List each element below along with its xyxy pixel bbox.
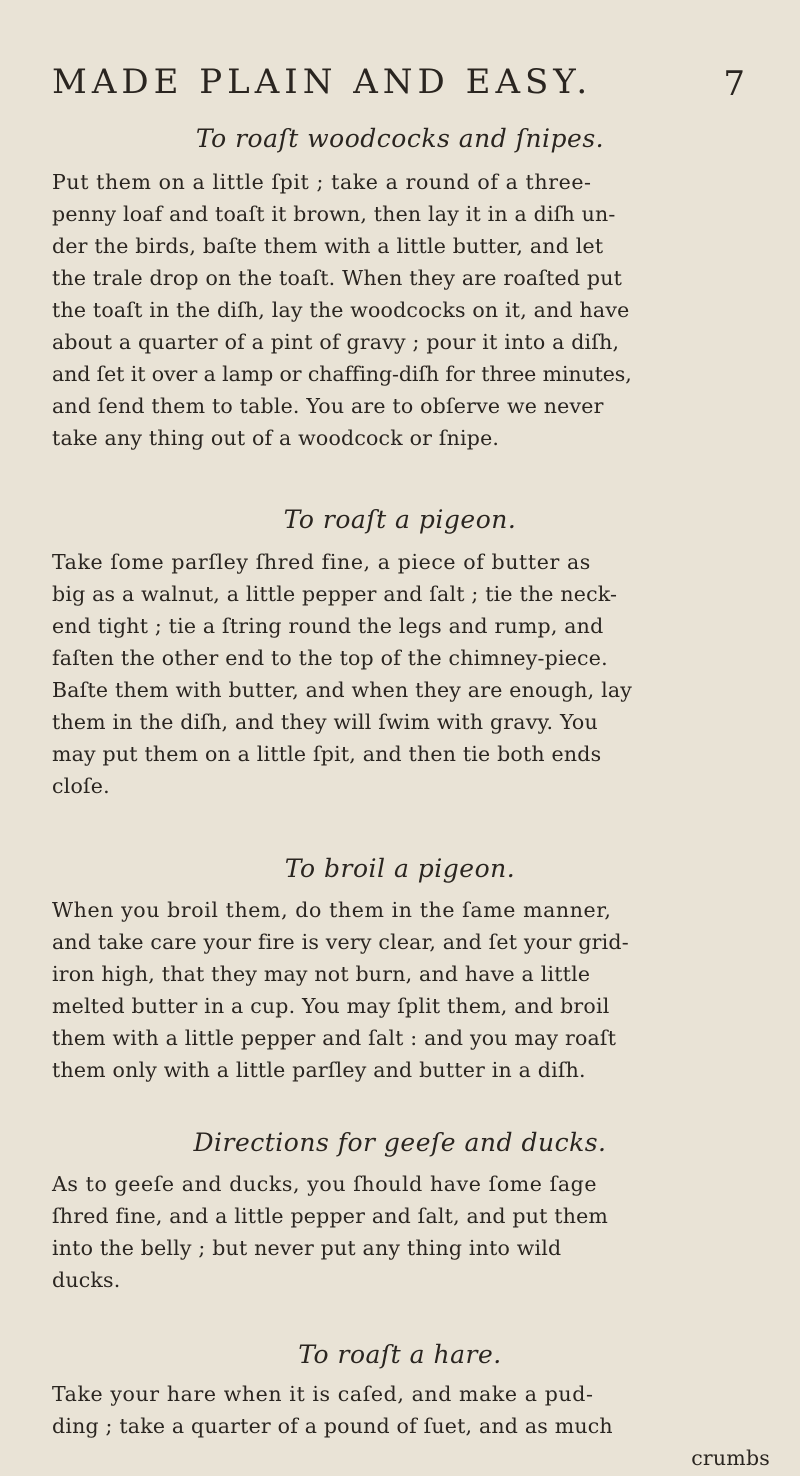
recipe-body xyxy=(52,894,772,1086)
text-line: big as a walnut, a little pepper and ſalt ; tie the neck- xyxy=(52,582,618,606)
text-line: ducks. xyxy=(52,1268,121,1292)
recipe-title: Directions for geeſe and ducks. xyxy=(193,1128,607,1157)
text-line: melted butter in a cup. You may ſplit them, and broil xyxy=(52,994,610,1018)
text-line: and ſet it over a lamp or chaffing-diſh for three minutes, xyxy=(52,362,632,386)
text-line: cloſe. xyxy=(52,774,110,798)
text-line: about a quarter of a pint of gravy ; pour it into a diſh, xyxy=(52,330,620,354)
text-line: ſhred fine, and a little pepper and ſalt, and put them xyxy=(52,1204,609,1228)
text-line: the trale drop on the toaſt. When they are roaſted put xyxy=(52,266,623,290)
recipe-body xyxy=(52,1168,772,1296)
text-line: take any thing out of a woodcock or ſnipe. xyxy=(52,426,500,450)
recipe-body xyxy=(52,1378,772,1474)
text-line: iron high, that they may not burn, and have a little xyxy=(52,962,591,986)
text-line: penny loaf and toaſt it brown, then lay it in a diſh un- xyxy=(52,202,616,226)
running-title: MADE PLAIN AND EASY. xyxy=(52,62,593,102)
text-line: the toaſt in the diſh, lay the woodcocks on it, and have xyxy=(52,298,630,322)
text-line: Take your hare when it is caſed, and make a pud- xyxy=(52,1382,594,1406)
text-line: der the birds, baſte them with a little butter, and let xyxy=(52,234,604,258)
text-line: them with a little pepper and ſalt : and you may roaſt xyxy=(52,1026,617,1050)
text-line: Take ſome parſley ſhred fine, a piece of butter as xyxy=(52,550,591,574)
text-line: faſten the other end to the top of the chimney-piece. xyxy=(52,646,608,670)
text-line: them only with a little parſley and butter in a diſh. xyxy=(52,1058,586,1082)
recipe-title: To broil a pigeon. xyxy=(284,854,516,883)
recipe-title: To roaſt a pigeon. xyxy=(283,505,517,534)
running-header xyxy=(52,62,750,102)
recipe-title: To roaſt a hare. xyxy=(298,1340,502,1369)
text-line: may put them on a little ſpit, and then tie both ends xyxy=(52,742,602,766)
text-line: Baſte them with butter, and when they are enough, lay xyxy=(52,678,633,702)
page-number: 7 xyxy=(723,64,750,104)
text-line: ding ; take a quarter of a pound of ſuet, and as much xyxy=(52,1414,613,1438)
text-line: As to geeſe and ducks, you ſhould have ſome ſage xyxy=(52,1172,598,1196)
text-line: into the belly ; but never put any thing into wild xyxy=(52,1236,562,1260)
text-line: and ſend them to table. You are to obſerve we never xyxy=(52,394,604,418)
text-line: and take care your fire is very clear, and ſet your grid- xyxy=(52,930,629,954)
text-line: When you broil them, do them in the ſame manner, xyxy=(52,898,612,922)
text-line: them in the diſh, and they will ſwim with gravy. You xyxy=(52,710,598,734)
recipe-title: To roaſt woodcocks and ſnipes. xyxy=(195,124,605,153)
text-line: end tight ; tie a ſtring round the legs and rump, and xyxy=(52,614,604,638)
catchword: crumbs xyxy=(691,1446,770,1470)
recipe-body xyxy=(52,166,772,454)
recipe-body xyxy=(52,546,772,802)
text-line: Put them on a little ſpit ; take a round of a three- xyxy=(52,170,592,194)
